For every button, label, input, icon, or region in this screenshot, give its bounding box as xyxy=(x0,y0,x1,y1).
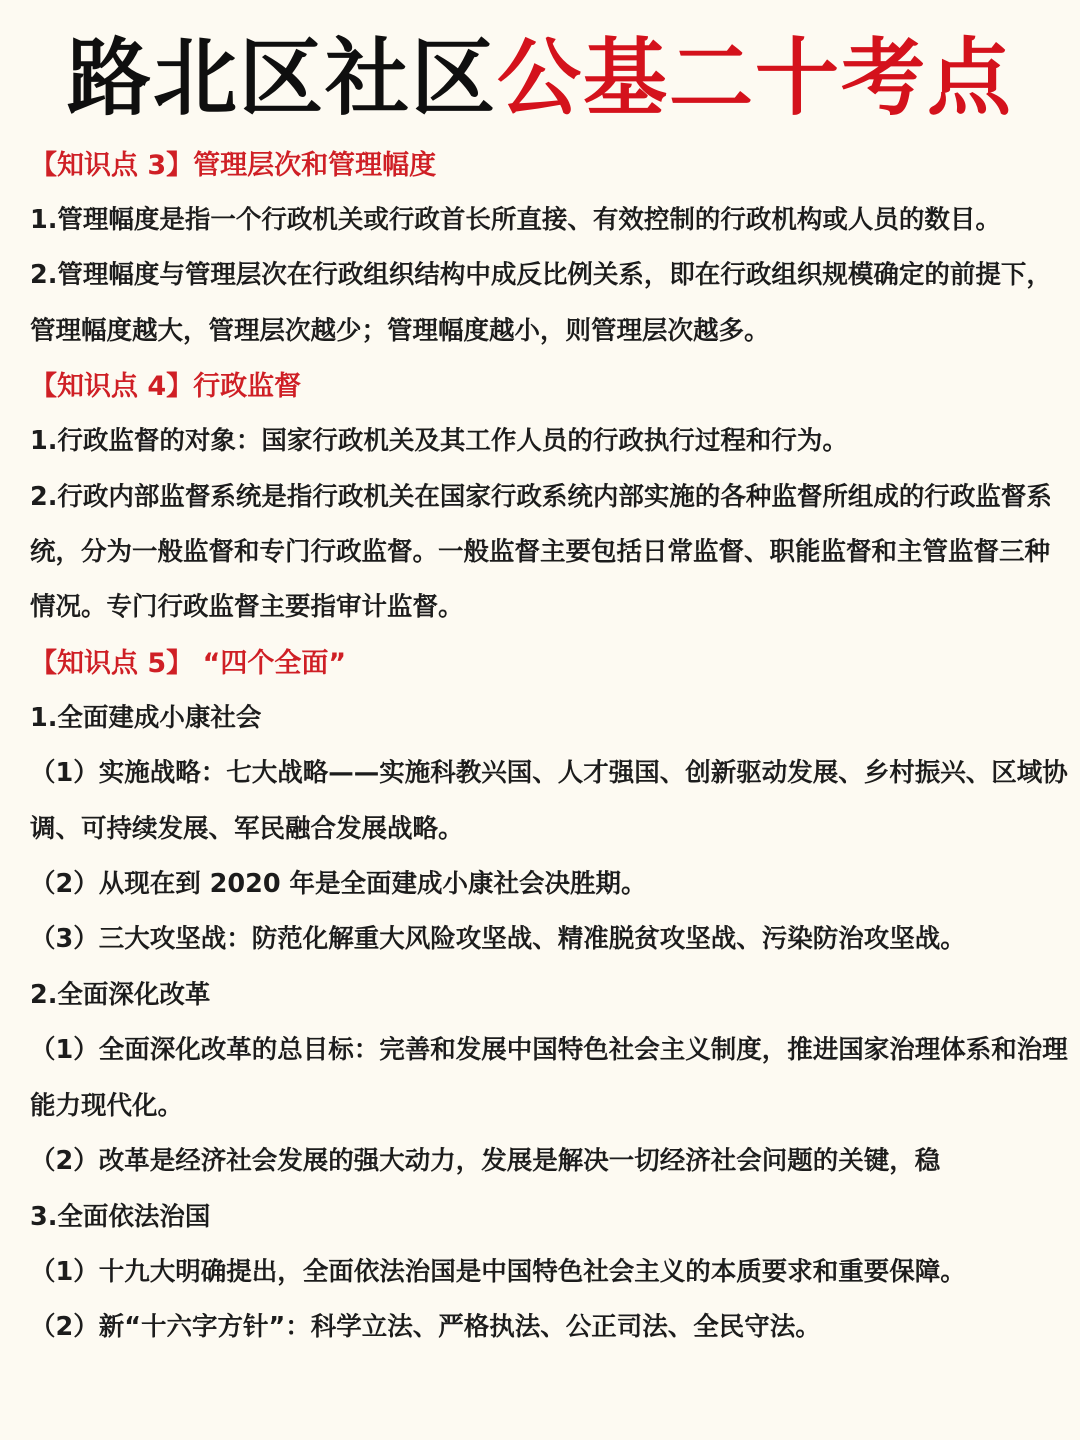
paragraph: 2.行政内部监督系统是指行政机关在国家行政系统内部实施的各种监督所组成的行政监督系统，分为一般监督和专门行政监督。一般监督主要包括日常监督、职能监督和主管监督三种情况。专门行政监督主要指审计监督。 xyxy=(30,481,1052,623)
paragraph: （2）新“十六字方针”：科学立法、严格执法、公正司法、全民守法。 xyxy=(30,1312,821,1343)
paragraph: 2.全面深化改革 xyxy=(30,979,211,1010)
paragraph: （2）从现在到 2020 年是全面建成小康社会决胜期。 xyxy=(30,869,647,900)
paragraph: 1.全面建成小康社会 xyxy=(30,702,262,733)
content-body xyxy=(30,138,1070,1356)
title-red-part: 公基二十考点 xyxy=(497,29,1014,127)
section-heading: 【知识点 4】行政监督 xyxy=(30,371,302,403)
paragraph: （3）三大攻坚战：防范化解重大风险攻坚战、精准脱贫攻坚战、污染防治攻坚战。 xyxy=(30,924,966,955)
paragraph: 1.行政监督的对象：国家行政机关及其工作人员的行政执行过程和行为。 xyxy=(30,426,848,457)
paragraph: （2）改革是经济社会发展的强大动力，发展是解决一切经济社会问题的关键，稳 xyxy=(30,1146,941,1177)
section-heading: 【知识点 3】管理层次和管理幅度 xyxy=(30,150,437,181)
paragraph: 3.全面依法治国 xyxy=(30,1201,211,1232)
paragraph: 2.管理幅度与管理层次在行政组织结构中成反比例关系，即在行政组织规模确定的前提下，管理幅度越大，管理层次越少；管理幅度越小，则管理层次越多。 xyxy=(30,260,1052,346)
title-black-part: 路北区社区 xyxy=(66,29,497,127)
paragraph: （1）十九大明确提出，全面依法治国是中国特色社会主义的本质要求和重要保障。 xyxy=(30,1256,966,1287)
section-heading: 【知识点 5】 “四个全面” xyxy=(30,647,347,679)
page-title xyxy=(0,18,1080,138)
paragraph: （1）全面深化改革的总目标：完善和发展中国特色社会主义制度，推进国家治理体系和治理能力现代化。 xyxy=(30,1035,1068,1121)
paragraph: （1）实施战略：七大战略——实施科教兴国、人才强国、创新驱动发展、乡村振兴、区域协调、可持续发展、军民融合发展战略。 xyxy=(30,758,1068,844)
paragraph: 1.管理幅度是指一个行政机关或行政首长所直接、有效控制的行政机构或人员的数目。 xyxy=(30,205,1001,235)
